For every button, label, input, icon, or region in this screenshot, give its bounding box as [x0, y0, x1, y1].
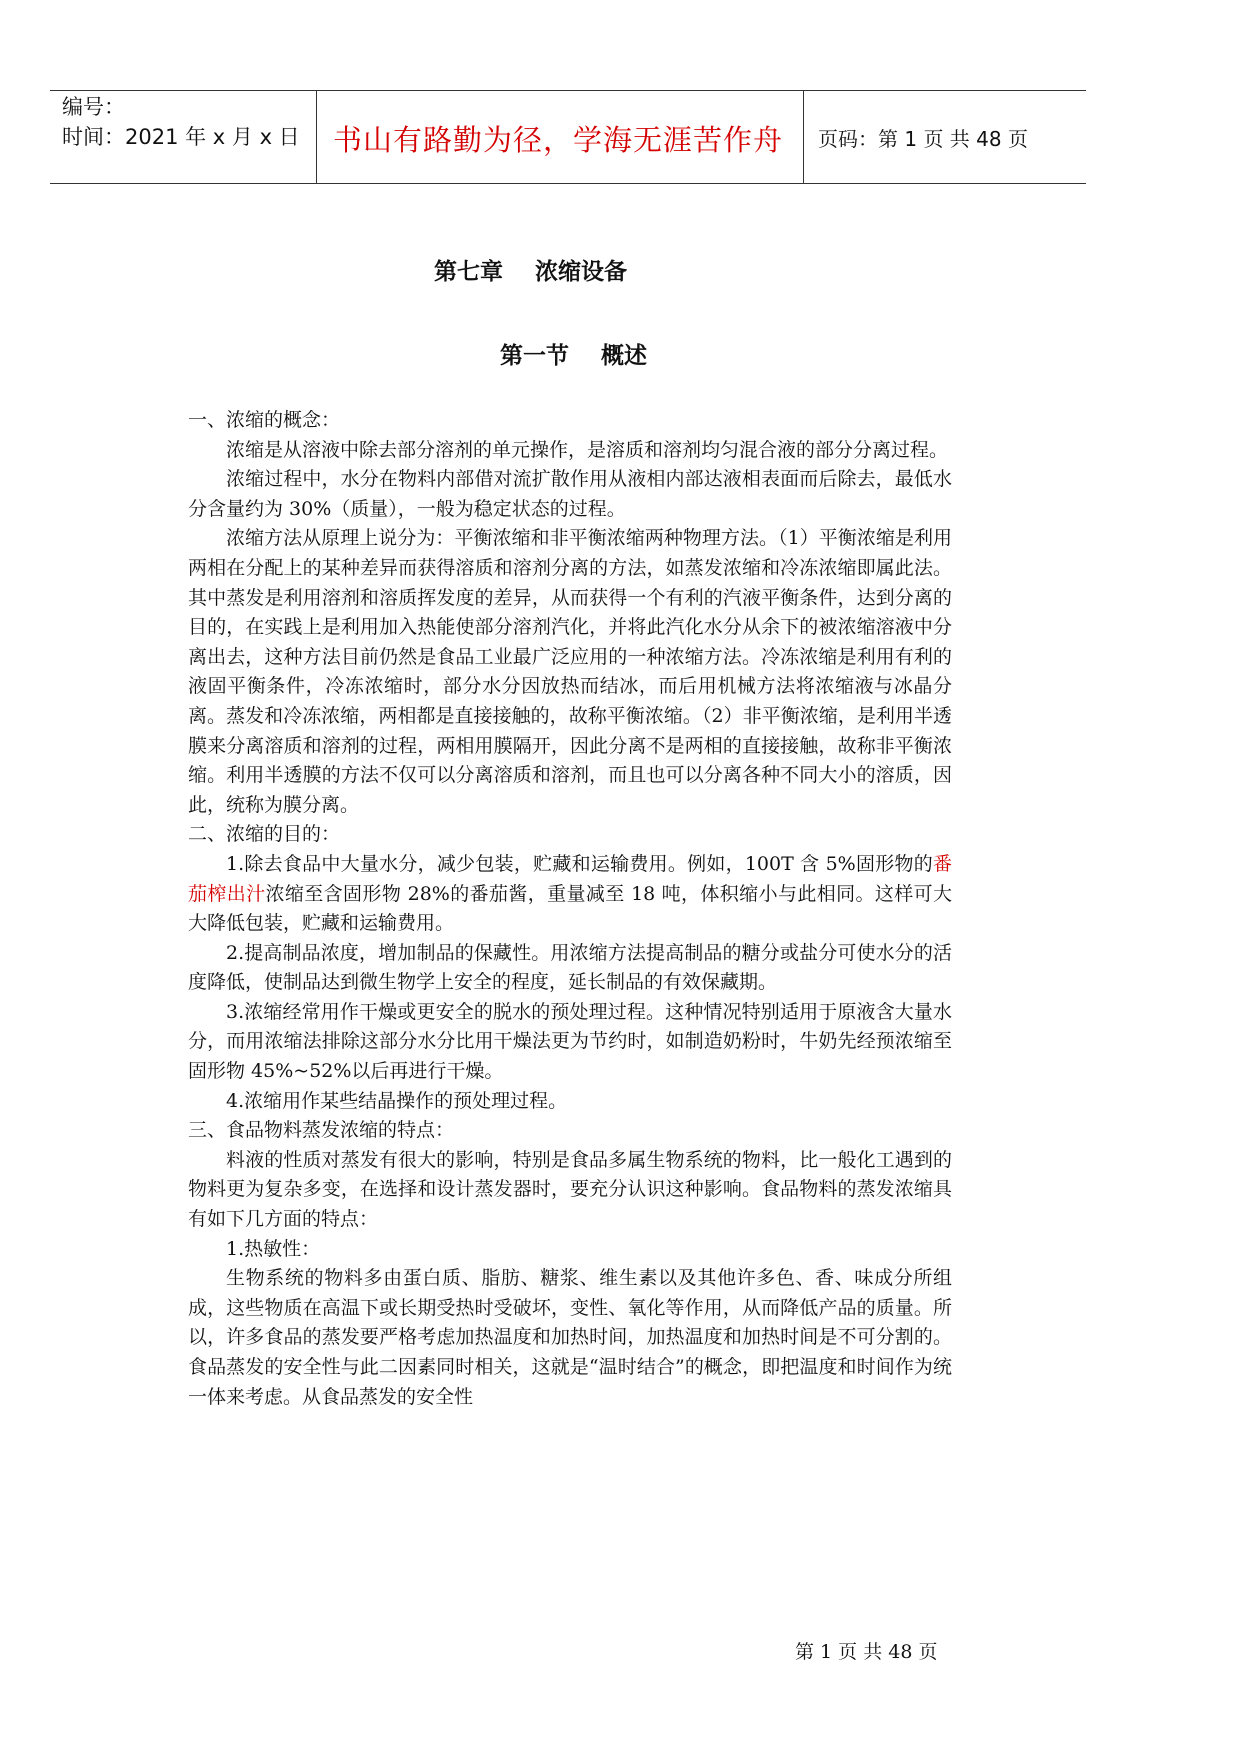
chapter-title: 第七章 浓缩设备: [433, 259, 628, 285]
header-page-info: 页码：第 1 页 共 48 页: [818, 127, 1028, 151]
paragraph-text: 浓缩至含固形物 28%的番茄酱，重量减至 18 吨，体积缩小与此相同。这样可大大降低包装，贮藏和运输费用。: [188, 882, 952, 935]
paragraph: 浓缩过程中，水分在物料内部借对流扩散作用从液相内部达液相表面而后除去，最低水分含量约为 30%（质量），一般为稳定状态的过程。: [188, 468, 952, 520]
paragraph: 生物系统的物料多由蛋白质、脂肪、糖浆、维生素以及其他许多色、香、味成分所组成，这些物质在高温下或长期受热时受破坏，变性、氧化等作用，从而降低产品的质量。所以，许多食品的蒸发要严格考虑加热温度和加热时间，加热温度和加热时间是不可分割的。食品蒸发的安全性与此二因素同时相关，这就是“温时结合”的概念，即把温度和时间作为统一体来考虑。从食品蒸发的安全性: [188, 1267, 952, 1408]
header-divider-right: [803, 90, 804, 184]
header-motto: 书山有路勤为径，学海无涯苦作舟: [332, 123, 783, 157]
header-bottom-rule: [50, 183, 1086, 184]
heading-features: 三、食品物料蒸发浓缩的特点：: [188, 1119, 455, 1142]
paragraph-text: 1.除去食品中大量水分，减少包装，贮藏和运输费用。例如，100T 含 5%固形物的: [226, 852, 933, 875]
paragraph: 浓缩是从溶液中除去部分溶剂的单元操作，是溶质和溶剂均匀混合液的部分分离过程。: [226, 438, 949, 461]
heading-purpose: 二、浓缩的目的：: [188, 823, 341, 846]
paragraph: 浓缩方法从原理上说分为：平衡浓缩和非平衡浓缩两种物理方法。（1）平衡浓缩是利用两相在分配上的某种差异而获得溶质和溶剂分离的方法，如蒸发浓缩和冷冻浓缩即属此法。其中蒸发是利用溶剂和溶质挥发度的差异，从而获得一个有利的汽液平衡条件，达到分离的目的，在实践上是利用加入热能使部分溶剂汽化，并将此汽化水分从余下的被浓缩溶液中分离出去，这种方法目前仍然是食品工业最广泛应用的一种浓缩方法。冷冻浓缩是利用有利的液固平衡条件，冷冻浓缩时，部分水分因放热而结冰，而后用机械方法将浓缩液与冰晶分离。蒸发和冷冻浓缩，两相都是直接接触的，故称平衡浓缩。（2）非平衡浓缩，是利用半透膜来分离溶质和溶剂的过程，两相用膜隔开，因此分离不是两相的直接接触，故称非平衡浓缩。利用半透膜的方法不仅可以分离溶质和溶剂，而且也可以分离各种不同大小的溶质，因此，统称为膜分离。: [188, 527, 952, 816]
page-footer: 第 1 页 共 48 页: [795, 1641, 938, 1663]
heading-concept: 一、浓缩的概念：: [188, 409, 341, 431]
paragraph: 3.浓缩经常用作干燥或更安全的脱水的预处理过程。这种情况特别适用于原液含大量水分，而用浓缩法排除这部分水分比用干燥法更为节约时，如制造奶粉时，牛奶先经预浓缩至固形物 45%~52%以后再进行干燥。: [188, 1000, 952, 1083]
paragraph: 料液的性质对蒸发有很大的影响，特别是食品多属生物系统的物料，比一般化工遇到的物料更为复杂多变，在选择和设计蒸发器时，要充分认识这种影响。食品物料的蒸发浓缩具有如下几方面的特点：: [188, 1148, 952, 1231]
paragraph: [188, 850, 952, 939]
header-top-rule: [50, 90, 1086, 91]
header-meta: [62, 92, 300, 152]
tomato-juice-link[interactable]: 番茄榨出汁: [188, 852, 952, 905]
paragraph: 4.浓缩用作某些结晶操作的预处理过程。: [226, 1089, 568, 1112]
header-time-label: 时间：2021 年 x 月 x 日: [62, 125, 300, 149]
paragraph: 1.热敏性：: [226, 1237, 321, 1260]
section-title: 第一节 概述: [499, 343, 648, 369]
header-number-label: 编号：: [62, 95, 125, 119]
document-body: [188, 406, 952, 1412]
paragraph: 2.提高制品浓度，增加制品的保藏性。用浓缩方法提高制品的糖分或盐分可使水分的活度降低，使制品达到微生物学上安全的程度，延长制品的有效保藏期。: [188, 941, 952, 994]
